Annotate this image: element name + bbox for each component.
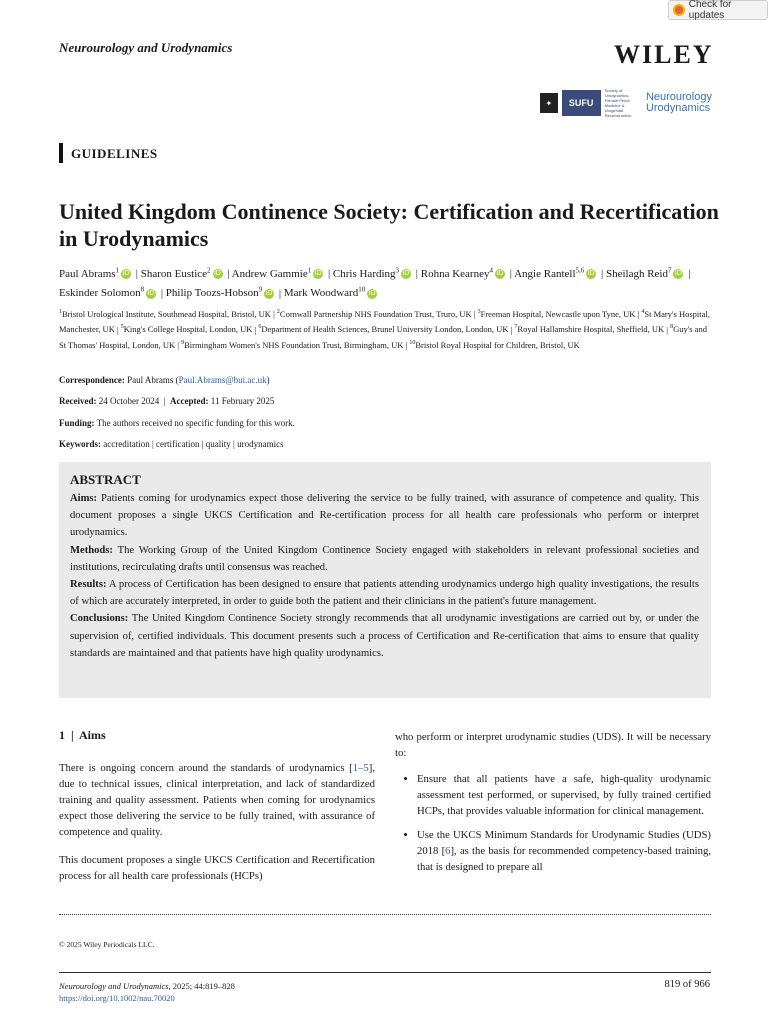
affiliation: $^2$Cornwall Partnership NHS Foundation Trust, Truro, UK xyxy=(276,308,472,319)
divider xyxy=(59,914,711,915)
list-item: • Use the UKCS Minimum Standards for Urodynamic Studies (UDS) 2018 [6], as the basis for recommended competency-based training, that is designed to prepare all xyxy=(417,827,711,875)
author-name: Angie Rantell$^{5,6}$ xyxy=(514,266,585,280)
author-name: Andrew Gammie$^1$ xyxy=(231,266,312,280)
check-for-updates-button[interactable] xyxy=(668,0,768,20)
section-marker xyxy=(59,143,63,163)
sufu-logo-subtext: Society of Urodynamics, Female Pelvic Medicine & Urogenital Reconstruction xyxy=(604,88,632,118)
author-name: Chris Harding$^3$ xyxy=(332,266,400,280)
orcid-icon[interactable]: iD xyxy=(214,270,221,278)
affiliations: $^1$Bristol Urological Institute, Southmead Hospital, Bristol, UK | $^2$Cornwall Partnership NHS Foundation Trust, Truro, UK | $^3$Freeman Hospital, Newcastle upon Tyne, UK | $^4$St Mary's Hospital, Manchester, UK | $^5$King's College Hospital, London, UK | $^6$Department of Health Sciences, Brunel University London, London, UK | $^7$Royal Hallamshire Hospital, Sheffield, UK | $^8$Guy's and St Thomas' Hospital, London, UK | $^9$Birmingham Women's NHS Foundation Trust, Birmingham, UK | $^{10}$Bristol Royal Hospital for Children, Bristol, UK xyxy=(59,308,710,350)
author-name: Sharon Eustice$^2$ xyxy=(140,266,211,280)
column-left xyxy=(59,760,375,884)
abstract-conclusions: Conclusions: The United Kingdom Continence Society strongly recommends that all urodynamic investigations are carried out by, or under the supervision of, certified individuals. This document presents such a process of Certification and Re-certification that aims to ensure that quality standards are maintained and that patients have high quality urodynamics. xyxy=(70,613,699,659)
affiliation: $^3$Freeman Hospital, Newcastle upon Tyne, UK xyxy=(477,308,636,319)
citation-info: Neurourology and Urodynamics, 2025; 44:819–828 https://doi.org/10.1002/nau.70020 xyxy=(59,981,235,1003)
section-heading: 1 | Aims xyxy=(59,728,106,742)
affiliation: $^4$St Mary's Hospital, Manchester, UK xyxy=(59,308,710,335)
author-name: Rohna Kearney$^4$ xyxy=(420,266,493,280)
society-logos xyxy=(540,88,712,118)
footer-divider xyxy=(59,972,711,973)
affiliation: $^6$Department of Health Sciences, Brunel University London, London, UK xyxy=(258,324,509,335)
crossmark-icon xyxy=(673,4,685,16)
funding: Funding: The authors received no specific funding for this work. xyxy=(59,418,295,428)
article-type: GUIDELINES xyxy=(71,146,158,161)
orcid-icon[interactable]: iD xyxy=(368,289,376,297)
abstract-results: Results: A process of Certification has been designed to ensure that patients attending urodynamics undergo high quality investigations, the results of which are accurately interpreted, in order to guide both the patient and their clinicians in the patient's future management. xyxy=(70,579,699,608)
journal-name: Neurourology and Urodynamics xyxy=(59,40,233,55)
orcid-icon[interactable]: iD xyxy=(147,289,155,297)
author-list: Paul Abrams$^1$ iD | Sharon Eustice$^2$ iD | Andrew Gammie$^1$ iD | Chris Harding$^3$ iD | Rohna Kearney$^4$ iD | Angie Rantell$^{5,6}$ iD | Sheilagh Reid$^7$ iD | Eskinder Solomon$^8$ iD | Philip Toozs-Hobson$^9$ iD | Mark Woodward$^{10}$ iD xyxy=(59,266,691,300)
orcid-icon[interactable]: iD xyxy=(122,270,130,278)
affiliation: $^{10}$Bristol Royal Hospital for Children, Bristol, UK xyxy=(409,339,580,350)
affiliation: $^9$Birmingham Women's NHS Foundation Trust, Birmingham, UK xyxy=(181,339,404,350)
email-link[interactable]: Paul.Abrams@bui.ac.uk xyxy=(178,375,267,385)
dates: Received: 24 October 2024 | Accepted: 11 February 2025 xyxy=(59,396,275,406)
sufu-logo: SUFU xyxy=(562,90,601,116)
ics-logo-icon: ✦ xyxy=(540,93,558,113)
citation-link[interactable]: 1–5 xyxy=(352,762,369,774)
article-title: United Kingdom Continence Society: Certification and Recertification in Urodynamics xyxy=(59,199,719,251)
citation-link[interactable]: 6 xyxy=(445,845,451,857)
doi-link[interactable]: https://doi.org/10.1002/nau.70020 xyxy=(59,993,175,1003)
list-item: • Ensure that all patients have a safe, high-quality urodynamic assessment test performed, or supervised, by fully trained certified HCPs, that provides valuable information for clinical management. xyxy=(417,771,711,819)
abstract-box xyxy=(59,462,711,698)
page-number: 819 of 966 xyxy=(664,979,710,990)
orcid-icon[interactable]: iD xyxy=(265,289,273,297)
copyright: © 2025 Wiley Periodicals LLC. xyxy=(59,940,155,949)
affiliation: $^7$Royal Hallamshire Hospital, Sheffield, UK xyxy=(514,324,665,335)
orcid-icon[interactable]: iD xyxy=(402,270,410,278)
abstract-heading: ABSTRACT xyxy=(70,472,141,487)
affiliation: $^1$Bristol Urological Institute, Southmead Hospital, Bristol, UK xyxy=(59,308,271,319)
author-name: Philip Toozs-Hobson$^9$ xyxy=(165,285,263,300)
column-right xyxy=(395,729,711,883)
orcid-icon[interactable]: iD xyxy=(496,270,504,278)
check-for-updates-label: Check for updates xyxy=(688,0,732,21)
nau-logo: Neurourology Urodynamics xyxy=(645,91,712,114)
publisher-logo: WILEY xyxy=(614,40,714,69)
author-name: Eskinder Solomon$^8$ xyxy=(59,285,145,300)
paragraph: There is ongoing concern around the standards of urodynamics [1–5], due to technical issues, clinical interpretation, and lack of standardized training and quality assessment. Patients when coming for urodynamics expect those delivering the service to be fully trained, with assurance of competence and quality. xyxy=(59,762,375,838)
paragraph: This document proposes a single UKCS Certification and Recertification process for all health care professionals (HCPs) xyxy=(59,854,375,882)
affiliation: $^8$Guy's and St Thomas' Hospital, London, UK xyxy=(59,324,707,350)
abstract-aims: Aims: Patients coming for urodynamics expect those delivering the service to be fully trained, with assurance of competence and quality. This document proposes a single UKCS Certification and Re-certification process for all health care professionals who perform or interpret urodynamics. xyxy=(70,493,699,539)
orcid-icon[interactable]: iD xyxy=(314,270,322,278)
orcid-icon[interactable]: iD xyxy=(587,270,595,278)
author-name: Sheilagh Reid$^7$ xyxy=(605,266,672,280)
orcid-icon[interactable]: iD xyxy=(675,270,682,278)
affiliation: $^5$King's College Hospital, London, UK xyxy=(120,324,253,335)
abstract-methods: Methods: The Working Group of the United Kingdom Continence Society engaged with stakeholders in relevant professional societies and institutions, recirculating drafts until consensus was reached. xyxy=(70,544,699,573)
author-name: Mark Woodward$^{10}$ xyxy=(283,285,366,300)
keywords: Keywords: accreditation | certification | quality | urodynamics xyxy=(59,439,284,449)
correspondence: Correspondence: Paul Abrams (Paul.Abrams@bui.ac.uk) xyxy=(59,375,270,385)
bullet-list xyxy=(395,771,711,875)
paragraph: who perform or interpret urodynamic studies (UDS). It will be necessary to: xyxy=(395,731,711,759)
author-name: Paul Abrams$^1$ xyxy=(59,266,120,280)
